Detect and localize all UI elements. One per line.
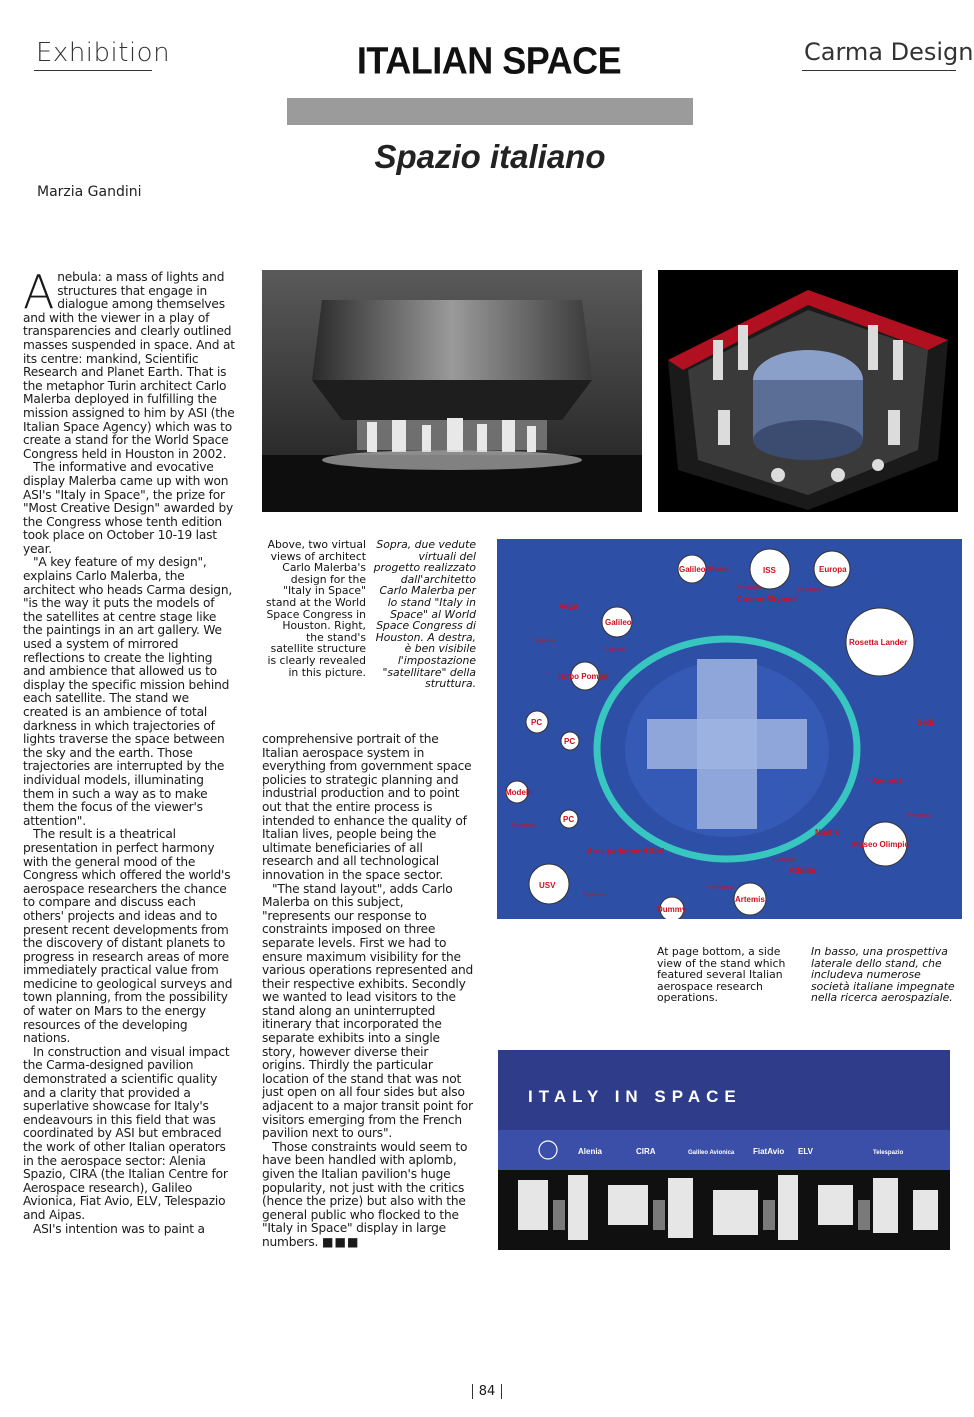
logo-fiatavio: FiatAvio bbox=[753, 1147, 785, 1156]
plan-label-europa: Europa bbox=[819, 565, 847, 574]
plan-label-tv-8: TV plasma bbox=[709, 885, 733, 891]
article-subtitle: Spazio italiano bbox=[374, 138, 606, 175]
plan-label-galileo: Galileo bbox=[605, 618, 632, 627]
plan-label-tv-1: TV plasma bbox=[737, 585, 761, 591]
stand-render-aerial bbox=[658, 270, 958, 512]
plan-label-atlante: Atlante bbox=[789, 866, 817, 875]
plan-label-pc-1: PC bbox=[531, 718, 543, 727]
paragraph: Anebula: a mass of lights and structures that engage in dialogue among themselves and with the viewer in a play of transparencies and clearly outlined masses suspended in space. And at its centre: mankind, Scientific Research and Planet Earth. That is the metaphor Turin architect Carlo Malerba deployed in fulfilling the mission assigned to him by ASI (the Italian Space Agency) which was to create a stand for the World Space Congress held in Houston in 2002. bbox=[23, 265, 235, 461]
paragraph: comprehensive portrait of the Italian aerospace system in everything from government space policies to strategic planning and industrial production and to point out that the entire process is intended to enhance the quality of Italian lives, people being the ultimate beneficiaries of all research and all technological innovation in the space sector. bbox=[262, 732, 472, 882]
logo-elv: ELV bbox=[798, 1147, 813, 1156]
article-column-2 bbox=[262, 733, 474, 1250]
page-number: 84 bbox=[472, 1384, 502, 1399]
plan-label-cosmo: Cosmo Skymed bbox=[737, 595, 798, 604]
article-title: ITALIAN SPACE bbox=[356, 38, 622, 82]
stand-render-perspective bbox=[262, 270, 642, 512]
plan-label-nastro: Nastro bbox=[815, 828, 841, 837]
paragraph: The informative and evocative display Malerba came up with won ASI's "Italy in Space", the prize for "Most Creative Design" awarded by the Congress whose tenth edition took place on October 10-19 last year. bbox=[23, 460, 234, 556]
side-view-illustration bbox=[498, 1050, 950, 1250]
plan-label-artemis: Artemis bbox=[735, 895, 765, 904]
plan-label-dummy: Dummy bbox=[657, 905, 687, 914]
paragraph: ASI's intention was to paint a bbox=[33, 1221, 205, 1236]
render-illustration bbox=[262, 270, 642, 512]
logo-alenia: Alenia bbox=[578, 1147, 603, 1156]
logo-galileo-avionica: Galileo Avionica bbox=[688, 1150, 735, 1156]
paragraph: "A key feature of my design", explains Carlo Malerba, the architect who heads Carma design, "is the way it puts the models of the satellites at centre stage like the paintings in an art gallery. We used a system of mirrored reflections to create the lighting and ambience that allowed us to display the specific mission behind each satellite. The stand we created is an ambience of total darkness in which trajectories of lights traverse the space between the sky and the earth. Those trajectories are interrupted by the individual models, illuminating them in such a way as to make them the focus of the viewer's attention". bbox=[23, 555, 233, 828]
plan-label-turbo: Turbo Pompa bbox=[557, 672, 608, 681]
stand-floor-plan bbox=[497, 539, 962, 919]
plan-label-tv-6: TV plasma bbox=[907, 813, 931, 819]
end-mark: ■■■ bbox=[321, 1234, 360, 1249]
aerial-illustration bbox=[658, 270, 958, 512]
plan-label-pc-3: PC bbox=[563, 815, 575, 824]
paragraph: In construction and visual impact the Carma-designed pavilion demonstrated a scientific quality and a clarity that provided a superlative showcase for Italy's endeavours in this field that was coordinated by ASI but embraced the work of other Italian operators in the aerospace sector: Alenia Spazio, CIRA (the Italian Centre for Aerospace research), Galileo Avionica, Fiat Avio, ELV, Telespazio and Aipas. bbox=[23, 1044, 230, 1222]
caption-italian-bottom: In basso, una prospettiva laterale dello stand, che includeva numerose società italiane impegnate nella ricerca aerospaziale. bbox=[811, 945, 955, 1005]
plan-label-pc-2: PC bbox=[564, 737, 576, 746]
plan-label-tv-9: TV plasma bbox=[582, 892, 606, 898]
plan-label-sensori: Sensori bbox=[872, 777, 902, 786]
caption-english-top: Above, two virtual views of architect Carlo Malerba's design for the "Italy in Space" stand at the World Space Congress in Houston. Right, the stand's satellite structure is clearly revealed in this picture. bbox=[266, 538, 366, 679]
drop-cap: A bbox=[23, 265, 55, 319]
caption-italian-top: Sopra, due vedute virtuali del progetto realizzato dall'architetto Carlo Malerba per lo stand "Italy in Space" al World Space Congress di Houston. A destra, è ben visibile l'impostazione "satellitare" della struttura. bbox=[373, 538, 476, 691]
floor-plan-illustration bbox=[497, 539, 962, 919]
plan-label-tv-2: TV plasma bbox=[797, 587, 821, 593]
paragraph: Those constraints would seem to have been handled with aplomb, given the Italian pavilion's huge popularity, not just with the critics (hence the prize) but also with the general public who flocked to the "Italy in Space" display in large numbers. ■■■ bbox=[262, 1139, 468, 1249]
plan-label-museo: Museo Olimpic bbox=[852, 840, 909, 849]
section-label-exhibition: Exhibition bbox=[36, 38, 171, 68]
paragraph: "The stand layout", adds Carlo Malerba on this subject, "represents our response to constraints imposed on three separate levels. First we had to ensure maximum visibility for the various operations represented and their respective exhibits. Secondly we wanted to lead visitors to the stand along an uninterrupted itinerary that incorporated the separate exhibits into a single story, however diverse their origins. Thirdly the particular location of the stand that was not just open on all four sides but also adjacent to a major transit point for visitors emerging from the French pavilion next to ours". bbox=[262, 881, 474, 1141]
article-column-1 bbox=[23, 265, 235, 1236]
plan-label-galileo-mars: Galileo Marsi bbox=[679, 565, 729, 574]
paragraph: The result is a theatrical presentation in perfect harmony with the general mood of the Congress which offered the world's aerospace researchers the chance to compare and discuss each others' projects and ideas and to present recent developments from the discovery of distant planets to progress in research areas of more immediately practical value from medicine to geological surveys and town planning, from the possibility of water on Mars to the energy resources of the developing nations. bbox=[23, 827, 233, 1046]
plan-label-rosetta: Rosetta Lander bbox=[849, 638, 908, 647]
section-label-design: Carma Design bbox=[804, 38, 974, 66]
plan-label-iss: ISS bbox=[763, 566, 776, 575]
plan-label-tv-5: TV plasma bbox=[511, 823, 535, 829]
divider-left bbox=[34, 70, 152, 71]
logo-cira: CIRA bbox=[636, 1147, 656, 1156]
plan-label-area: Area parlamenti libri bbox=[587, 847, 665, 856]
plan-label-tv-7: TV plasma bbox=[772, 857, 796, 863]
logo-telespazio: Telespazio bbox=[873, 1150, 904, 1156]
plan-label-vega: Vega bbox=[559, 602, 578, 611]
plan-label-tv-4: TV plasma bbox=[602, 647, 626, 653]
plan-label-usv: USV bbox=[539, 881, 556, 890]
title-bar bbox=[287, 98, 693, 125]
plan-label-modelli: Modelli bbox=[505, 788, 533, 797]
stand-side-view bbox=[498, 1050, 950, 1250]
banner-title: ITALY IN SPACE bbox=[528, 1087, 742, 1106]
plan-label-sedi: Sedi bbox=[917, 718, 934, 727]
caption-english-bottom: At page bottom, a side view of the stand which featured several Italian aerospace research operations. bbox=[657, 945, 786, 1005]
divider-right bbox=[802, 70, 956, 71]
plan-label-tv-3: TV plasma bbox=[532, 638, 556, 644]
author-name: Marzia Gandini bbox=[37, 184, 142, 200]
